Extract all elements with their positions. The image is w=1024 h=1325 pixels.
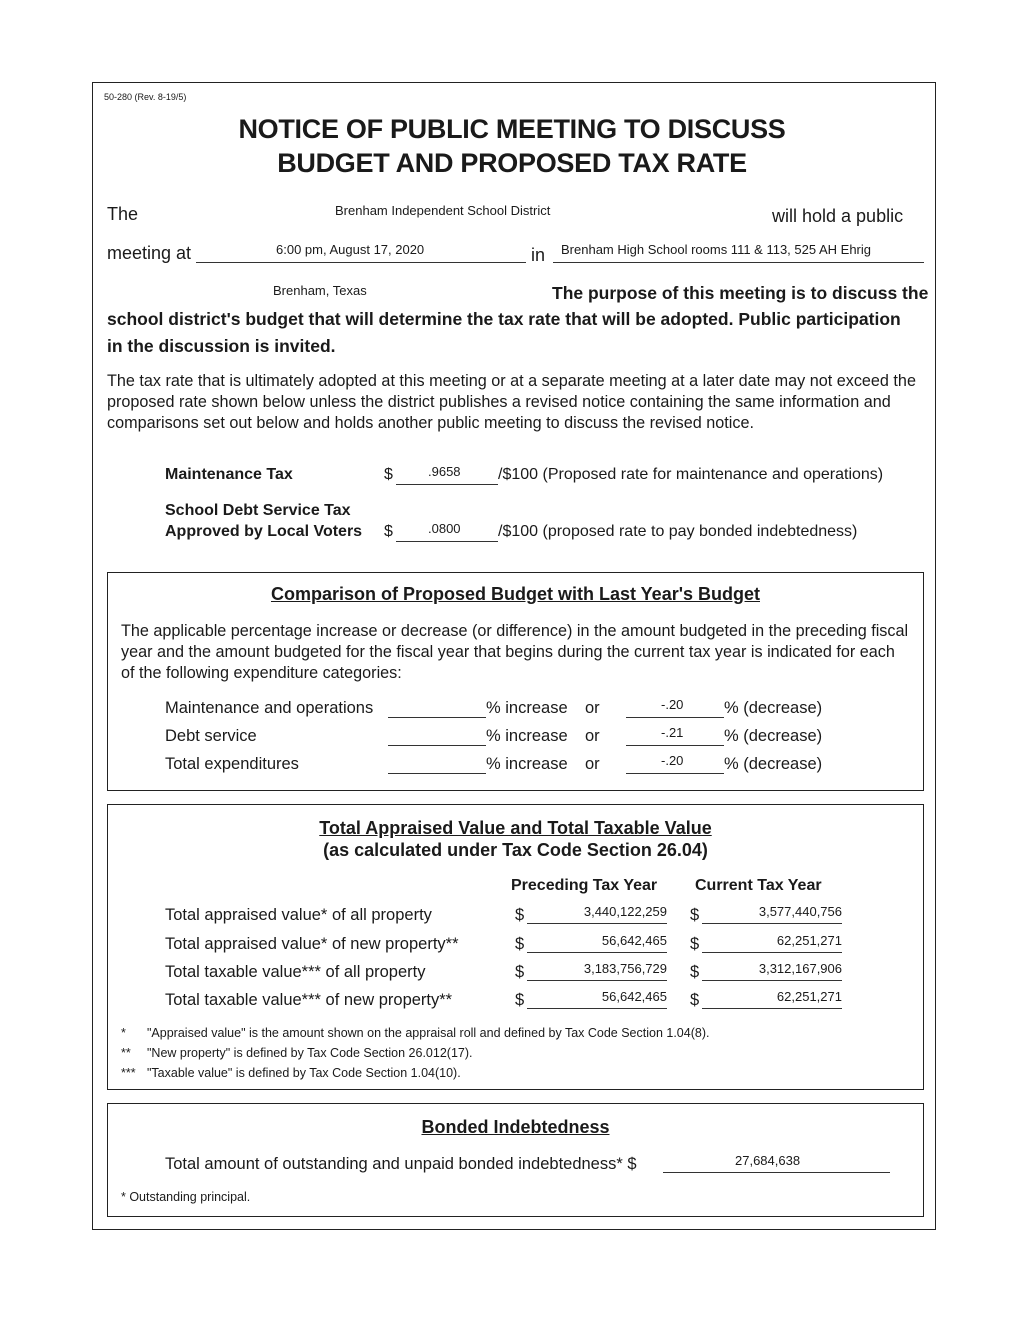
preceding-underline <box>527 980 667 981</box>
bonded-underline <box>663 1172 890 1173</box>
comp-or-text: or <box>585 699 600 717</box>
note-text: "New property" is defined by Tax Code Section 26.012(17). <box>147 1046 473 1060</box>
comp-row-label: Maintenance and operations <box>165 699 374 717</box>
the-label: The <box>107 204 139 224</box>
note-mark: *** <box>121 1066 136 1080</box>
meeting-place: Brenham High School rooms 111 & 113, 525 AH Ehrig <box>561 242 872 257</box>
comp-decrease-text: % (decrease) <box>724 699 823 717</box>
meeting-city: Brenham, Texas <box>273 283 367 298</box>
current-dollar: $ <box>690 935 700 953</box>
preceding-underline <box>527 923 667 924</box>
note-mark: * <box>121 1026 126 1040</box>
col-current-header: Current Tax Year <box>695 877 822 894</box>
comp-decrease-underline <box>626 717 724 718</box>
preceding-value: 56,642,465 <box>601 933 667 948</box>
current-dollar: $ <box>690 906 700 924</box>
meeting-time: 6:00 pm, August 17, 2020 <box>276 242 425 257</box>
note-mark: ** <box>121 1046 131 1060</box>
preceding-value: 3,440,122,259 <box>583 904 667 919</box>
current-dollar: $ <box>690 991 700 1009</box>
maintenance-dollar: $ <box>384 466 393 483</box>
place-underline <box>553 262 924 263</box>
col-preceding-header: Preceding Tax Year <box>511 877 658 894</box>
bonded-title: Bonded Indebtedness <box>421 1117 610 1137</box>
appraised-row-label: Total appraised value* of all property <box>165 906 432 924</box>
form-number: 50-280 (Rev. 8-19/5) <box>104 92 187 102</box>
comp-decrease-value: -.20 <box>661 753 684 768</box>
preceding-value: 3,183,756,729 <box>583 961 667 976</box>
comp-increase-underline <box>388 745 486 746</box>
current-underline <box>702 1008 842 1009</box>
debt-tax-desc: /$100 (proposed rate to pay bonded indebtedness) <box>498 523 858 540</box>
comp-row-label: Total expenditures <box>165 755 299 773</box>
comparison-box <box>107 572 924 791</box>
comp-row-label: Debt service <box>165 727 257 745</box>
comparison-title: Comparison of Proposed Budget with Last Year's Budget <box>270 584 760 604</box>
current-underline <box>702 923 842 924</box>
comp-or-text: or <box>585 727 600 745</box>
preceding-dollar: $ <box>515 906 525 924</box>
appraised-row-label: Total taxable value*** of all property <box>165 963 426 981</box>
title-line-1: NOTICE OF PUBLIC MEETING TO DISCUSS <box>238 114 786 144</box>
current-value: 3,312,167,906 <box>758 961 842 976</box>
current-value: 62,251,271 <box>776 933 842 948</box>
note-text: "Appraised value" is the amount shown on the appraisal roll and defined by Tax Code Section 1.04(8). <box>147 1026 710 1040</box>
bonded-note: * Outstanding principal. <box>121 1190 251 1204</box>
notice-paragraph: The tax rate that is ultimately adopted at this meeting or at a separate meeting at a later date may not exceed the proposed rate shown below unless the district publishes a revised notice containing the same information and comparisons set out below and holds another public meeting to discuss the revised notice. <box>107 372 916 432</box>
preceding-underline <box>527 1008 667 1009</box>
meeting-at-label: meeting at <box>107 243 192 263</box>
comp-increase-text: % increase <box>486 699 568 717</box>
preceding-dollar: $ <box>515 991 525 1009</box>
comp-decrease-underline <box>626 745 724 746</box>
current-value: 62,251,271 <box>776 989 842 1004</box>
comp-increase-text: % increase <box>486 755 568 773</box>
current-underline <box>702 980 842 981</box>
debt-dollar: $ <box>384 523 393 540</box>
comp-increase-underline <box>388 717 486 718</box>
preceding-value: 56,642,465 <box>601 989 667 1004</box>
maintenance-tax-desc: /$100 (Proposed rate for maintenance and operations) <box>498 466 884 483</box>
maintenance-tax-value: .9658 <box>428 464 461 479</box>
maintenance-underline <box>396 484 498 485</box>
debt-tax-label-2: Approved by Local Voters <box>165 523 363 540</box>
appraised-row-label: Total taxable value*** of new property** <box>165 991 453 1009</box>
time-underline <box>196 262 526 263</box>
debt-underline <box>396 541 498 542</box>
bonded-label: Total amount of outstanding and unpaid bonded indebtedness* $ <box>165 1155 637 1173</box>
debt-tax-value: .0800 <box>428 521 461 536</box>
in-label: in <box>531 245 546 265</box>
maintenance-tax-label: Maintenance Tax <box>165 466 293 483</box>
comp-decrease-value: -.21 <box>661 725 684 740</box>
debt-tax-label-1: School Debt Service Tax <box>165 502 351 519</box>
appraised-row-label: Total appraised value* of new property** <box>165 935 459 953</box>
current-dollar: $ <box>690 963 700 981</box>
current-value: 3,577,440,756 <box>758 904 842 919</box>
will-hold-label: will hold a public <box>772 206 904 226</box>
title-line-2: BUDGET AND PROPOSED TAX RATE <box>277 148 747 178</box>
note-text: "Taxable value" is defined by Tax Code Section 1.04(10). <box>147 1066 461 1080</box>
current-underline <box>702 952 842 953</box>
comp-decrease-underline <box>626 773 724 774</box>
purpose-line-3: in the discussion is invited. <box>107 336 336 356</box>
bonded-box <box>107 1103 924 1217</box>
preceding-dollar: $ <box>515 935 525 953</box>
preceding-underline <box>527 952 667 953</box>
comp-decrease-value: -.20 <box>661 697 684 712</box>
comp-increase-text: % increase <box>486 727 568 745</box>
comp-decrease-text: % (decrease) <box>724 727 823 745</box>
appraised-box <box>107 804 924 1090</box>
purpose-line-1: The purpose of this meeting is to discuss the <box>552 283 929 303</box>
appraised-title-2: (as calculated under Tax Code Section 26.04) <box>323 840 708 860</box>
comp-increase-underline <box>388 773 486 774</box>
purpose-line-2: school district's budget that will determine the tax rate that will be adopted. Public participation <box>107 309 901 329</box>
comp-or-text: or <box>585 755 600 773</box>
district-name: Brenham Independent School District <box>335 203 551 218</box>
comp-decrease-text: % (decrease) <box>724 755 823 773</box>
bonded-value: 27,684,638 <box>735 1153 801 1168</box>
appraised-title-1: Total Appraised Value and Total Taxable Value <box>319 818 712 838</box>
comparison-description: The applicable percentage increase or decrease (or difference) in the amount budgeted in the preceding fiscal year and the amount budgeted for the fiscal year that begins during the current tax year is indicated for each of the following expenditure categories: <box>121 622 909 682</box>
preceding-dollar: $ <box>515 963 525 981</box>
page-title <box>0 112 1024 180</box>
